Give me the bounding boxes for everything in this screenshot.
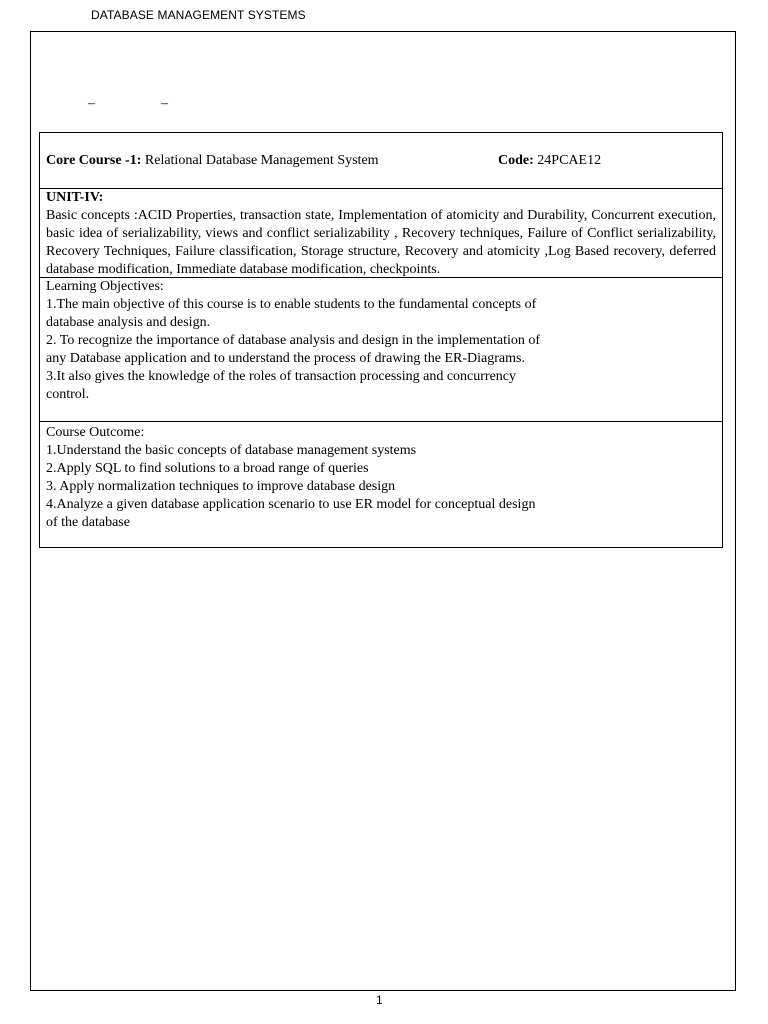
page-number: 1 (376, 993, 383, 1007)
objective-line: control. (46, 387, 90, 402)
course-name: Relational Database Management System (141, 153, 379, 168)
objective-line: 1.The main objective of this course is to enable students to the fundamental concepts of (46, 297, 537, 312)
course-code (498, 152, 601, 170)
outcome-line: 4.Analyze a given database application scenario to use ER model for conceptual design (46, 497, 536, 512)
syllabus-table (39, 132, 723, 548)
course-label: Core Course -1: (46, 153, 142, 168)
running-header: DATABASE MANAGEMENT SYSTEMS (91, 8, 306, 22)
course-title-row (40, 133, 722, 188)
unit-description: Basic concepts :ACID Properties, transaction state, Implementation of atomicity and Durability, Concurrent execution, basic idea of serializability, views and conflict serializability , Recovery techniques, Failure of Conflict serializability, Recovery Techniques, Failure classification, Storage structure, Recovery and atomicity ,Log Based recovery, deferred database modification, Immediate database modification, checkpoints. (46, 208, 716, 277)
dash-mark: – (161, 96, 168, 111)
learning-objectives-heading: Learning Objectives: (46, 279, 164, 294)
course-outcome-heading: Course Outcome: (46, 425, 145, 440)
outcome-line: of the database (46, 515, 130, 530)
outcome-line: 3. Apply normalization techniques to improve database design (46, 479, 396, 494)
objective-line: any Database application and to understand the process of drawing the ER-Diagrams. (46, 351, 525, 366)
learning-objectives-row (40, 277, 722, 421)
objective-line: database analysis and design. (46, 315, 211, 330)
code-value: 24PCAE12 (533, 153, 602, 168)
code-label: Code: (498, 153, 534, 168)
course-title (46, 152, 379, 170)
outcome-line: 1.Understand the basic concepts of database management systems (46, 443, 417, 458)
dash-mark: – (88, 96, 95, 111)
objective-line: 2. To recognize the importance of database analysis and design in the implementation of (46, 333, 541, 348)
course-outcome-row (40, 421, 722, 547)
unit-heading: UNIT-IV: (46, 190, 104, 205)
unit-row (40, 188, 722, 277)
outcome-line: 2.Apply SQL to find solutions to a broad range of queries (46, 461, 369, 476)
objective-line: 3.It also gives the knowledge of the roles of transaction processing and concurrency (46, 369, 517, 384)
